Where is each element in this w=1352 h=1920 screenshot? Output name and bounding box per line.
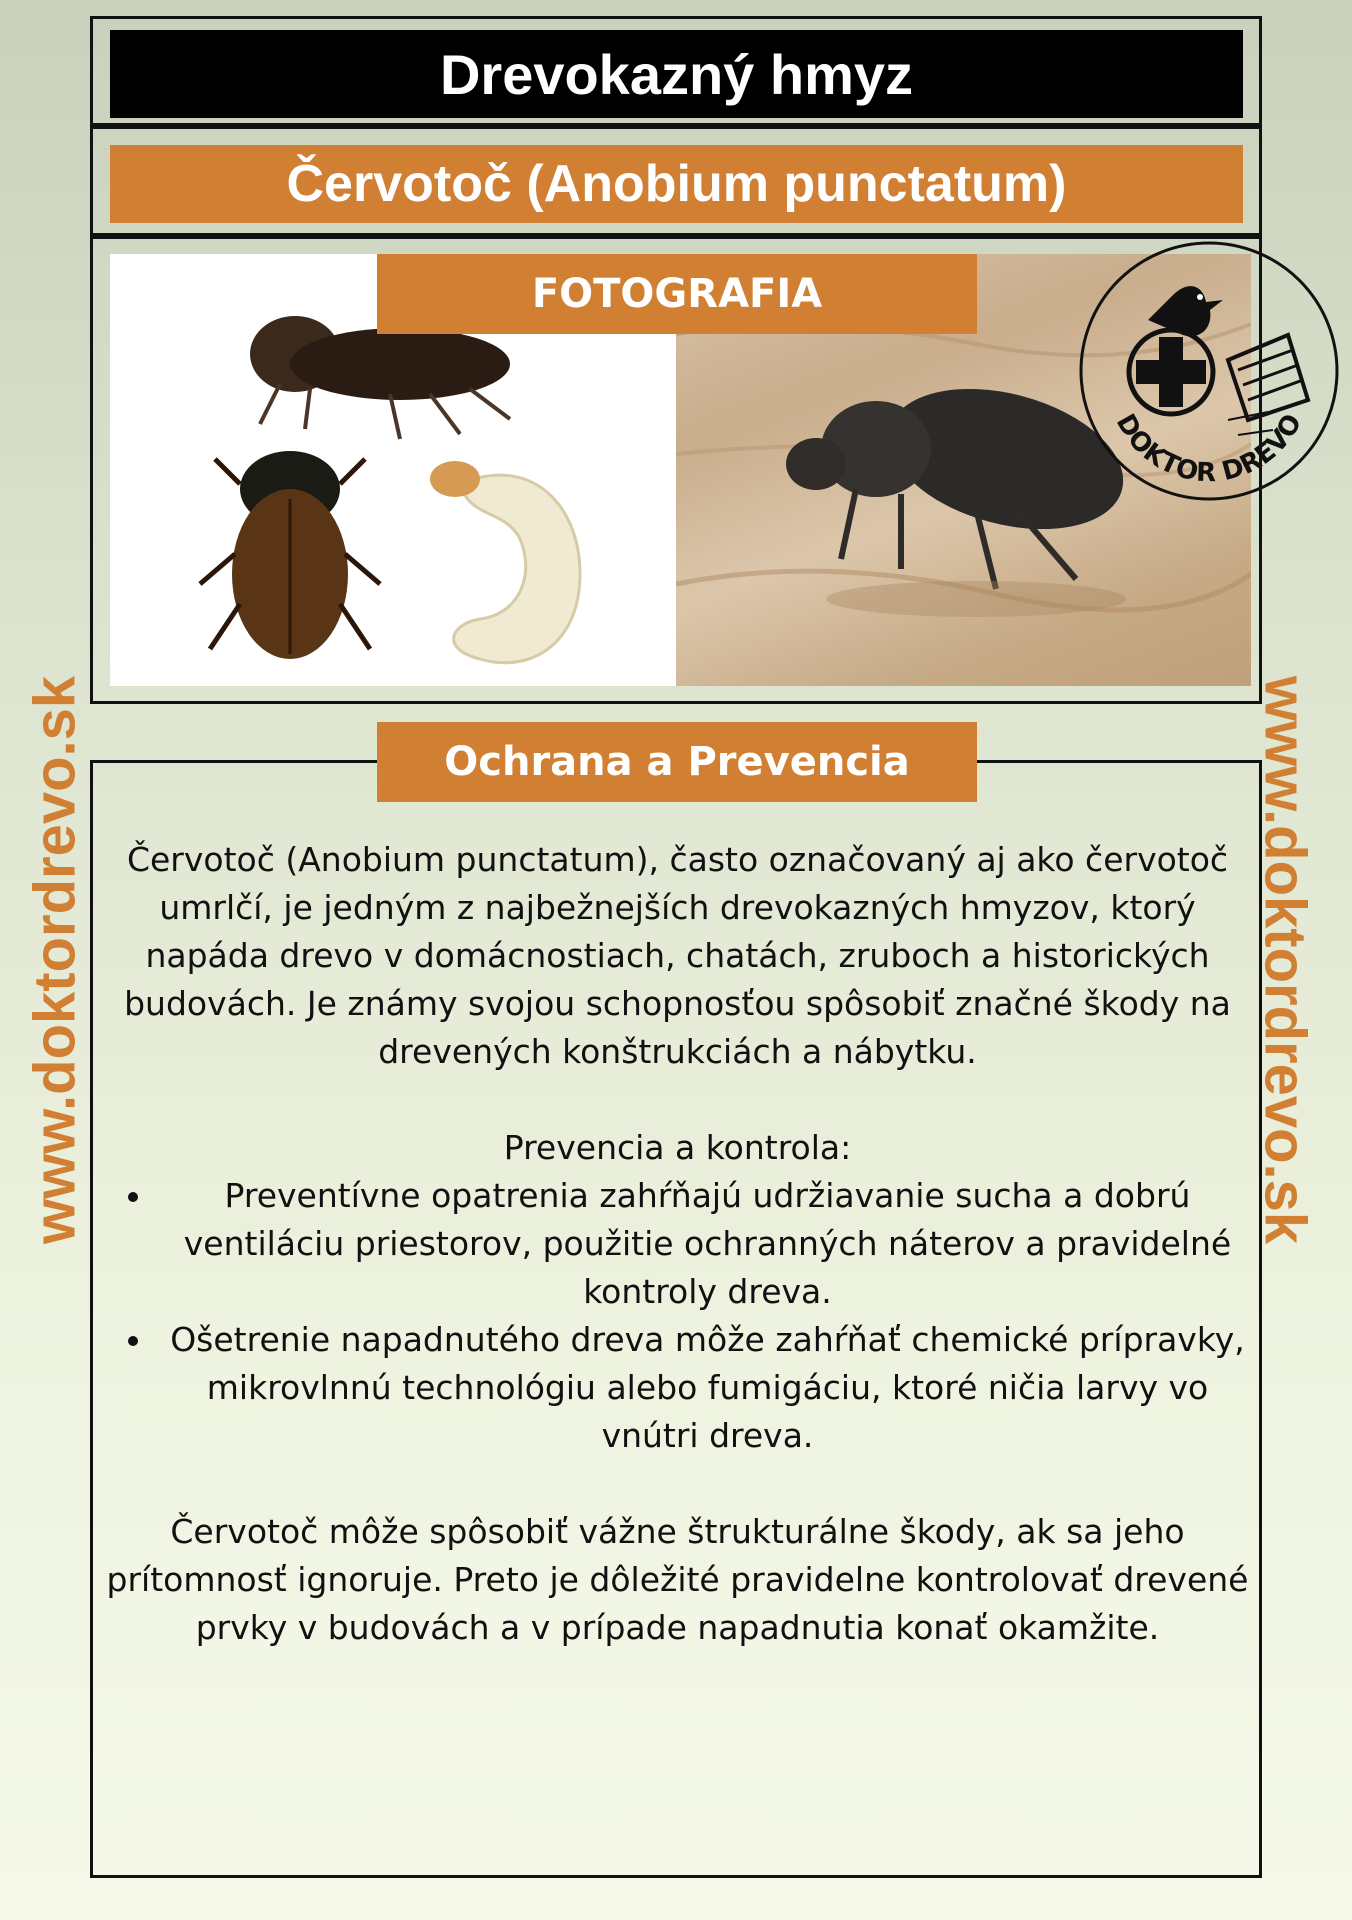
prevention-list — [95, 1172, 1260, 1460]
page-subtitle: Červotoč (Anobium punctatum) — [110, 145, 1243, 223]
intro-paragraph: Červotoč (Anobium punctatum), často označovaný aj ako červotoč umrlčí, je jedným z najbežnejších drevokazných hmyzov, ktorý napáda drevo v domácnostiach, chatách, zruboch a historických budovách. Je známy svojou schopnosťou spôsobiť značné škody na drevených konštrukciách a nábytku. — [124, 840, 1231, 1071]
list-item: • Preventívne opatrenia zahŕňajú udržiavanie sucha a dobrú ventiláciu priestorov, použitie ochranných náterov a pravidelné kontroly dreva. — [155, 1172, 1260, 1316]
photo-tag: FOTOGRAFIA — [377, 254, 977, 334]
logo-text: DOKTOR DREVO — [1109, 409, 1309, 489]
page-title: Drevokazný hmyz — [110, 30, 1243, 118]
conclusion-paragraph: Červotoč môže spôsobiť vážne štrukturálne škody, ak sa jeho prítomnosť ignoruje. Preto je dôležité pravidelne kontrolovať drevené prvky v budovách a v prípade napadnutia konať okamžite. — [106, 1512, 1249, 1647]
content-body — [95, 836, 1260, 1652]
section-title: Ochrana a Prevencia — [377, 722, 977, 802]
list-heading: Prevencia a kontrola: — [503, 1128, 852, 1167]
list-item: • Ošetrenie napadnutého dreva môže zahŕňať chemické prípravky, mikrovlnnú technológiu alebo fumigáciu, ktoré ničia larvy vo vnútri dreva. — [155, 1316, 1260, 1460]
side-url-right[interactable]: www.doktordrevo.sk — [1252, 675, 1318, 1245]
side-url-left[interactable]: www.doktordrevo.sk — [22, 675, 88, 1245]
svg-text:DOKTOR DREVO — [1110, 409, 1308, 488]
doktor-drevo-logo — [1078, 240, 1340, 502]
